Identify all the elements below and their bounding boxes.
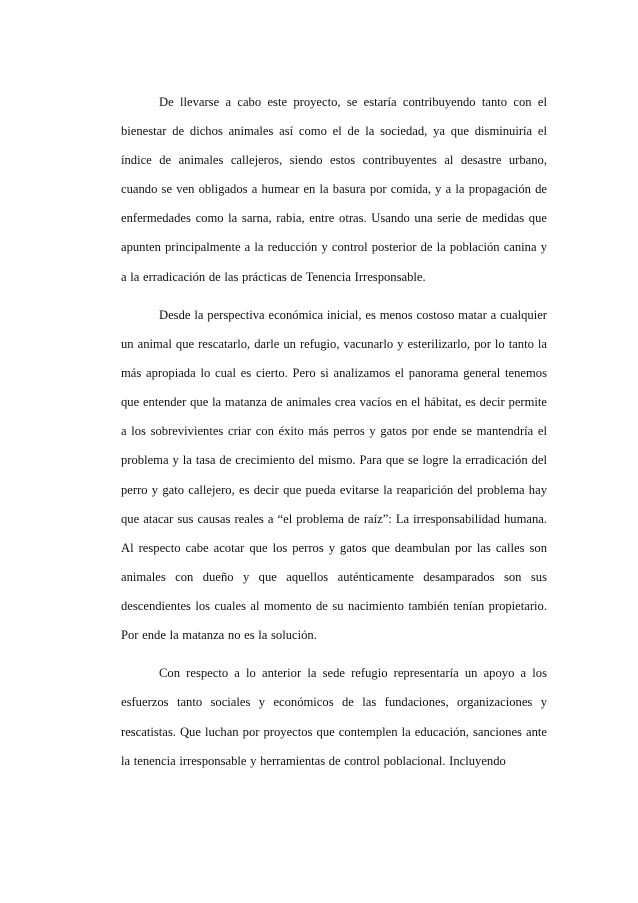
paragraph-economic-perspective: Desde la perspectiva económica inicial, es menos costoso matar a cualquier un animal que rescatarlo, darle un refugio, vacunarlo y esterilizarlo, por lo tanto la más apropiada lo cual es cierto. Pero si analizamos el panorama general tenemos que entender que la matanza de animales crea vacíos en el hábitat, es decir permite a los sobrevivientes criar con éxito más perros y gatos por ende se mantendría el problema y la tasa de crecimiento del mismo. Para que se logre la erradicación del perro y gato callejero, es decir que pueda evitarse la reaparición del problema hay que atacar sus causas reales a “el problema de raíz”: La irresponsabilidad humana. Al respecto cabe acotar que los perros y gatos que deambulan por las calles son animales con dueño y que aquellos auténticamente desamparados son sus descendientes los cuales al momento de su nacimiento también tenían propietario. Por ende la matanza no es la solución.: [121, 307, 547, 642]
document-body: [121, 88, 547, 776]
paragraph-refuge-support: Con respecto a lo anterior la sede refugio representaría un apoyo a los esfuerzos tanto sociales y económicos de las fundaciones, organizaciones y rescatistas. Que luchan por proyectos que contemplen la educación, sanciones ante la tenencia irresponsable y herramientas de control poblacional. Incluyendo: [121, 666, 547, 768]
paragraph-project-benefits: De llevarse a cabo este proyecto, se estaría contribuyendo tanto con el bienestar de dichos animales así como el de la sociedad, ya que disminuiría el índice de animales callejeros, siendo estos contribuyentes al desastre urbano, cuando se ven obligados a humear en la basura por comida, y a la propagación de enfermedades como la sarna, rabia, entre otras. Usando una serie de medidas que apunten principalmente a la reducción y control posterior de la población canina y a la erradicación de las prácticas de Tenencia Irresponsable.: [121, 95, 547, 284]
